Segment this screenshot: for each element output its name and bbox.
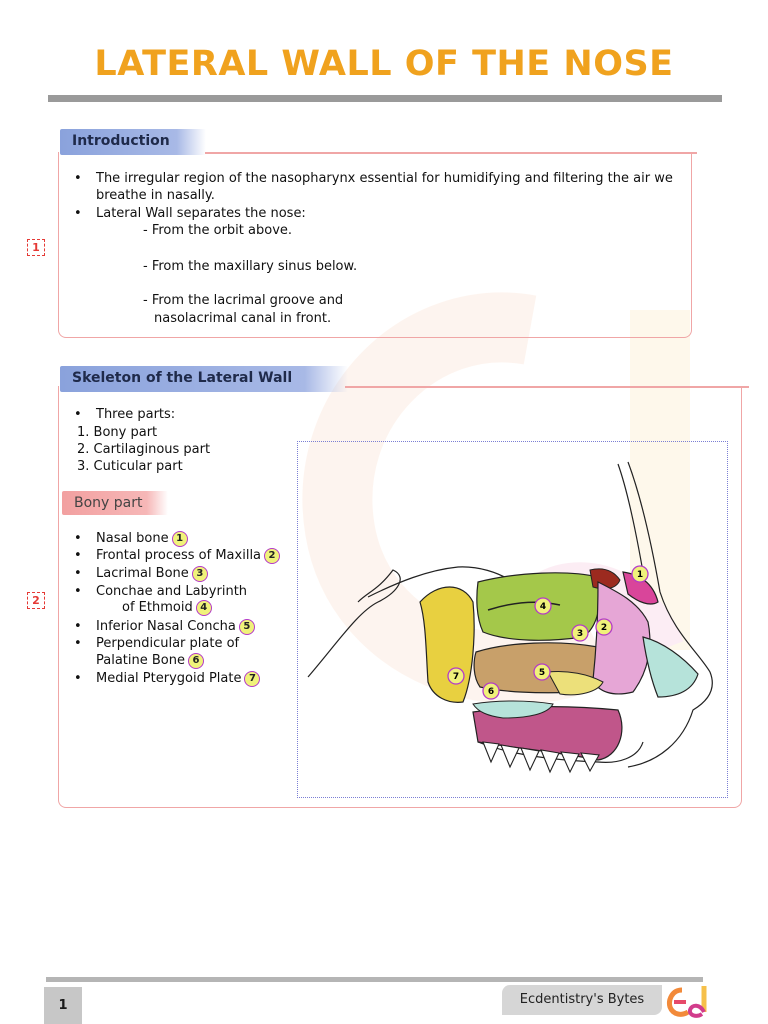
bony-item-continued: of Ethmoid 4	[122, 599, 212, 616]
bony-item: • Medial Pterygoid Plate 7	[96, 670, 260, 687]
intro-subitem: nasolacrimal canal in front.	[154, 311, 332, 326]
part-item: 1. Bony part	[77, 425, 158, 440]
section-tab-skeleton: Skeleton of the Lateral Wall	[60, 366, 348, 392]
number-badge: 6	[188, 653, 204, 669]
diagram-label-2	[596, 619, 612, 635]
svg-text:4: 4	[539, 602, 547, 612]
section-marker: 1	[27, 239, 45, 256]
svg-text:3: 3	[576, 629, 584, 639]
bony-item: • Frontal process of Maxilla 2	[96, 547, 280, 564]
intro-bullet: • The irregular region of the nasopharynx essential for humidifying and filtering the air we breathe in nasally.	[96, 170, 686, 204]
number-badge: 2	[264, 548, 280, 564]
number-badge: 3	[192, 566, 208, 582]
bony-item: • Perpendicular plate of	[96, 635, 239, 652]
parts-heading: • Three parts:	[96, 406, 175, 423]
page-number: 1	[44, 987, 82, 1024]
diagram-label-1	[632, 566, 648, 582]
part-item: 2. Cartilaginous part	[77, 442, 211, 457]
number-badge: 7	[244, 671, 260, 687]
bony-item-continued: Palatine Bone 6	[96, 652, 204, 669]
subsection-tab-bony-part: Bony part	[62, 491, 168, 515]
svg-text:5: 5	[538, 668, 546, 678]
bony-item: • Lacrimal Bone 3	[96, 565, 208, 582]
footer-divider	[46, 977, 703, 982]
title-divider	[48, 95, 722, 102]
diagram-label-4	[535, 598, 551, 614]
diagram-label-3	[572, 625, 588, 641]
svg-text:1: 1	[636, 570, 644, 580]
svg-text:7: 7	[452, 672, 460, 682]
number-badge: 4	[196, 600, 212, 616]
intro-subitem: - From the orbit above.	[143, 223, 293, 238]
bony-item: • Conchae and Labyrinth	[96, 583, 247, 600]
pterygoid-shape	[420, 587, 474, 702]
section-marker: 2	[27, 592, 45, 609]
number-badge: 5	[239, 619, 255, 635]
section-tab-introduction: Introduction	[60, 129, 206, 155]
bony-item: • Nasal bone 1	[96, 530, 188, 547]
brand-logo-icon	[664, 982, 712, 1020]
intro-subitem: - From the lacrimal groove and	[143, 293, 344, 308]
nose-lateral-wall-diagram	[298, 442, 727, 797]
bony-item: • Inferior Nasal Concha 5	[96, 618, 255, 635]
number-badge: 1	[172, 531, 188, 547]
svg-text:6: 6	[487, 687, 495, 697]
page-title: LATERAL WALL OF THE NOSE	[94, 44, 674, 84]
brand-name: Ecdentistry's Bytes	[502, 985, 662, 1015]
diagram-label-7	[448, 668, 464, 684]
svg-text:2: 2	[600, 623, 608, 633]
intro-subitem: - From the maxillary sinus below.	[143, 259, 358, 274]
part-item: 3. Cuticular part	[77, 459, 183, 474]
diagram-label-5	[534, 664, 550, 680]
intro-bullet: • Lateral Wall separates the nose:	[96, 205, 306, 222]
diagram-label-6	[483, 683, 499, 699]
